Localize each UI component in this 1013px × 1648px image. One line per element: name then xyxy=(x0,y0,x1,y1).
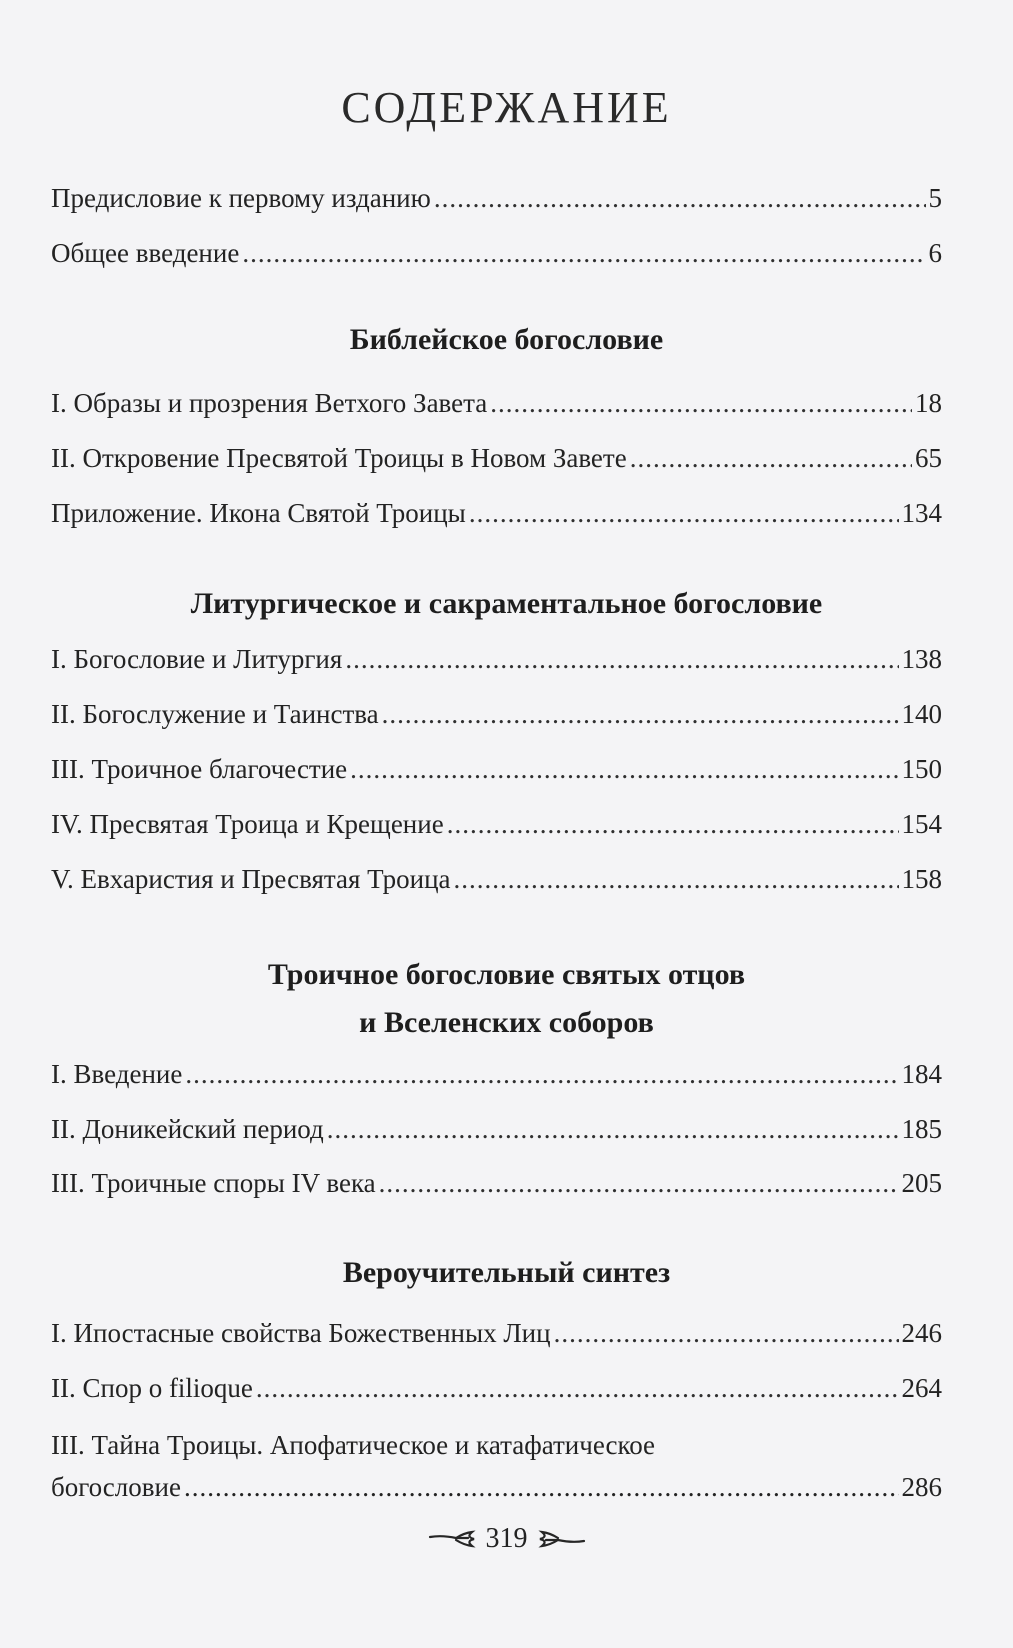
toc-entry-label: II. Откровение Пресвятой Троицы в Новом Завете xyxy=(51,443,627,473)
toc-entry-page: 184 xyxy=(901,1059,942,1089)
toc-entry-page: 185 xyxy=(901,1114,942,1144)
toc-entry-page: 264 xyxy=(901,1373,942,1403)
toc-entry-page: 65 xyxy=(915,443,942,473)
toc-entry[interactable] xyxy=(51,697,942,731)
toc-entry-page: 150 xyxy=(901,754,942,784)
dot-leader xyxy=(469,496,899,530)
toc-entry[interactable] xyxy=(51,642,942,676)
toc-entry[interactable] xyxy=(51,862,942,896)
page-footer xyxy=(0,1523,1013,1555)
toc-entry[interactable] xyxy=(51,1428,942,1504)
toc-entry-label: III. Тайна Троицы. Апофатическое и катафатическое xyxy=(51,1430,656,1460)
toc-entry-page: 154 xyxy=(901,809,942,839)
toc-entry-page: 286 xyxy=(901,1472,942,1502)
toc-entry[interactable] xyxy=(51,1371,942,1405)
dot-leader xyxy=(630,441,912,475)
dot-leader xyxy=(256,1371,899,1405)
toc-entry[interactable] xyxy=(51,181,942,215)
toc-entry-page: 5 xyxy=(928,183,942,213)
left-ornament-icon xyxy=(428,1529,480,1549)
toc-entry[interactable] xyxy=(51,1112,942,1146)
toc-entry-label: IV. Пресвятая Троица и Крещение xyxy=(51,809,444,839)
toc-entry-label: I. Ипостасные свойства Божественных Лиц xyxy=(51,1318,551,1348)
right-ornament-icon xyxy=(534,1529,586,1549)
toc-entry[interactable] xyxy=(51,236,942,270)
toc-entry-label: I. Введение xyxy=(51,1059,183,1089)
toc-entry[interactable] xyxy=(51,807,942,841)
toc-entry-page: 18 xyxy=(915,388,942,418)
dot-leader xyxy=(242,236,925,270)
toc-entry[interactable] xyxy=(51,386,942,420)
dot-leader xyxy=(327,1112,899,1146)
toc-entry-label: III. Троичное благочестие xyxy=(51,754,348,784)
dot-leader xyxy=(379,1166,899,1200)
dot-leader xyxy=(447,807,899,841)
toc-entry-label: II. Богослужение и Таинства xyxy=(51,699,379,729)
toc-entry-label: Приложение. Икона Святой Троицы xyxy=(51,498,466,528)
section-heading: Библейское богословие xyxy=(349,323,664,356)
toc-entry-label-continued: богословие xyxy=(51,1472,181,1502)
dot-leader xyxy=(490,386,912,420)
toc-entry[interactable] xyxy=(51,496,942,530)
section-heading: Вероучительный синтез xyxy=(342,1256,671,1289)
dot-leader xyxy=(350,752,898,786)
dot-leader xyxy=(184,1470,899,1504)
dot-leader xyxy=(454,862,899,896)
toc-entry-page: 138 xyxy=(901,644,942,674)
dot-leader xyxy=(185,1057,898,1091)
toc-entry[interactable] xyxy=(51,752,942,786)
toc-entry-page: 205 xyxy=(901,1168,942,1198)
dot-leader xyxy=(554,1316,899,1350)
section-heading: Литургическое и сакраментальное богословие xyxy=(190,587,823,620)
toc-entry-label: I. Образы и прозрения Ветхого Завета xyxy=(51,388,488,418)
dot-leader xyxy=(434,181,926,215)
toc-entry-label: III. Троичные споры IV века xyxy=(51,1168,376,1198)
toc-entry-page: 140 xyxy=(901,699,942,729)
toc-entry-label: Предисловие к первому изданию xyxy=(51,183,431,213)
toc-entry-page: 6 xyxy=(928,238,942,268)
page-number: 319 xyxy=(485,1523,528,1554)
toc-entry-label: Общее введение xyxy=(51,238,240,268)
toc-entry-label: I. Богословие и Литургия xyxy=(51,644,343,674)
dot-leader xyxy=(345,642,898,676)
section-heading: Троичное богословие святых отцов xyxy=(267,958,746,991)
toc-entry[interactable] xyxy=(51,1166,942,1200)
toc-entry[interactable] xyxy=(51,1316,942,1350)
toc-entry-label: II. Доникейский период xyxy=(51,1114,324,1144)
toc-entry-page: 246 xyxy=(901,1318,942,1348)
toc-entry-page: 158 xyxy=(901,864,942,894)
page-title: СОДЕРЖАНИЕ xyxy=(341,83,672,132)
toc-entry-label: II. Спор о filioque xyxy=(51,1373,253,1403)
toc-entry[interactable] xyxy=(51,441,942,475)
toc-entry-label: V. Евхаристия и Пресвятая Троица xyxy=(51,864,451,894)
toc-entry-page: 134 xyxy=(901,498,942,528)
dot-leader xyxy=(382,697,899,731)
toc-entry[interactable] xyxy=(51,1057,942,1091)
section-heading: и Вселенских соборов xyxy=(359,1006,654,1039)
